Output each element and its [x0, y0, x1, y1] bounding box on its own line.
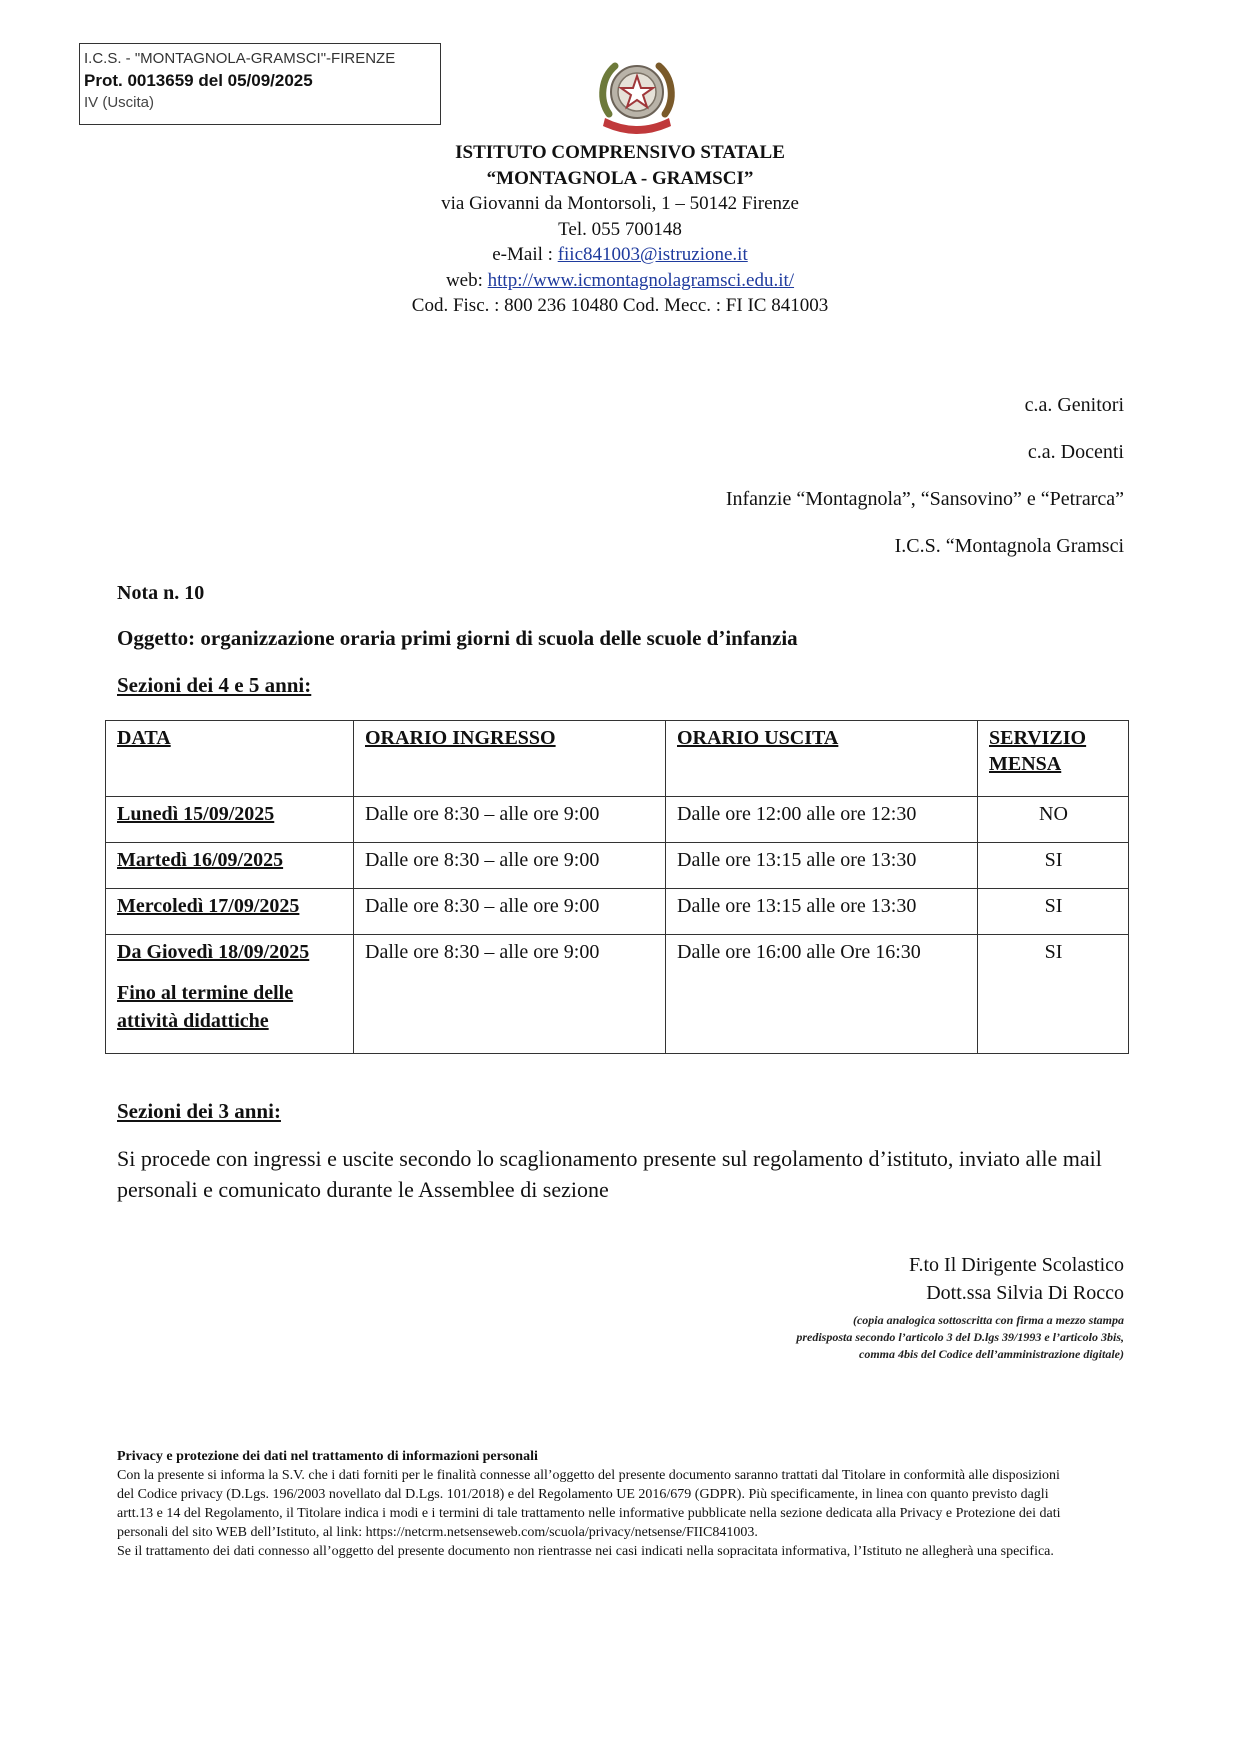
table-row	[106, 935, 1129, 1054]
cell-date-text: Da Giovedì 18/09/2025	[117, 941, 310, 963]
table-header-row	[106, 721, 1129, 797]
cell-ingresso: Dalle ore 8:30 – alle ore 9:00	[354, 843, 666, 889]
recipient-teachers: c.a. Docenti	[1027, 441, 1124, 463]
recipient-schools: Infanzie “Montagnola”, “Sansovino” e “Petrarca”	[725, 488, 1124, 510]
stamp-institution: I.C.S. - "MONTAGNOLA-GRAMSCI"-FIRENZE	[84, 50, 396, 67]
table-row	[106, 797, 1129, 843]
privacy-text: Con la presente si informa la S.V. che i dati forniti per le finalità connesse all’oggetto del presente documento saranno trattati dal Titolare in conformità alle disposizioni del Codice privacy (D.Lgs. 196/2003 novellato dal D.Lgs. 101/2018) e del Regolamento UE 2016/679 (GDPR). Più specificamente, in linea con quanto previsto dagli artt.13 e 14 del Regolamento, il Titolare indica i modi e i termini di tale trattamento nelle informative pubblicate nella sezione dedicata alla Privacy e Protezione dei dati personali del sito WEB dell’Istituto, al link: https://netcrm.netsenseweb.com/scuola/privacy/netsense/FIIC841003.	[117, 1468, 1061, 1540]
email-link[interactable]: fiic841003@istruzione.it	[557, 244, 748, 265]
letterhead	[320, 140, 920, 319]
cell-date	[106, 935, 354, 1054]
cell-uscita: Dalle ore 13:15 alle ore 13:30	[666, 843, 978, 889]
schedule-table	[105, 720, 1129, 1054]
cell-uscita: Dalle ore 12:00 alle ore 12:30	[666, 797, 978, 843]
table-row	[106, 843, 1129, 889]
header-data: DATA	[106, 721, 354, 797]
signature-block	[909, 1251, 1124, 1307]
cell-uscita: Dalle ore 13:15 alle ore 13:30	[666, 889, 978, 935]
section-3-text: Si procede con ingressi e uscite secondo lo scaglionamento presente sul regolamento d’istituto, inviato alle mail personali e comunicato durante le Assemblee di sezione	[117, 1146, 1102, 1202]
signature-role: F.to Il Dirigente Scolastico	[908, 1254, 1124, 1276]
school-phone: Tel. 055 700148	[558, 218, 682, 240]
cell-mensa: NO	[978, 797, 1129, 843]
school-email-line	[320, 242, 920, 268]
school-codes: Cod. Fisc. : 800 236 10480 Cod. Mecc. : FI IC 841003	[411, 295, 829, 316]
header-servizio-mensa: SERVIZIO MENSA	[978, 721, 1129, 797]
cell-mensa: SI	[978, 843, 1129, 889]
cell-uscita: Dalle ore 16:00 alle Ore 16:30	[666, 935, 978, 1054]
table-row	[106, 889, 1129, 935]
signature-note	[796, 1312, 1124, 1363]
web-link[interactable]: http://www.icmontagnolagramsci.edu.it/	[487, 269, 795, 291]
privacy-title: Privacy e protezione dei dati nel trattamento di informazioni personali	[117, 1449, 538, 1464]
protocol-stamp	[79, 43, 441, 125]
school-web-line	[320, 268, 920, 294]
cell-ingresso: Dalle ore 8:30 – alle ore 9:00	[354, 935, 666, 1054]
privacy-text-extra: Se il trattamento dei dati connesso all’oggetto del presente documento non rientrasse nei casi indicati nella sopracitata informativa, l’Istituto ne allegherà una specifica.	[117, 1544, 1054, 1559]
cell-ingresso: Dalle ore 8:30 – alle ore 9:00	[354, 889, 666, 935]
signature-name: Dott.ssa Silvia Di Rocco	[926, 1282, 1124, 1304]
stamp-protocol-number: Prot. 0013659 del 05/09/2025	[84, 71, 313, 90]
cell-ingresso: Dalle ore 8:30 – alle ore 9:00	[354, 797, 666, 843]
section-4-5-heading: Sezioni dei 4 e 5 anni:	[117, 673, 312, 697]
cell-mensa: SI	[978, 889, 1129, 935]
cell-date: Mercoledì 17/09/2025	[106, 889, 354, 935]
school-name: ISTITUTO COMPRENSIVO STATALE	[455, 142, 785, 163]
cell-date: Martedì 16/09/2025	[106, 843, 354, 889]
header-orario-ingresso: ORARIO INGRESSO	[354, 721, 666, 797]
cell-date-extra: Fino al termine delle attività didattiche	[117, 982, 294, 1032]
signature-note-line: (copia analogica sottoscritta con firma a mezzo stampa	[852, 1313, 1124, 1327]
web-label: web:	[445, 269, 488, 291]
school-address: via Giovanni da Montorsoli, 1 – 50142 Firenze	[441, 193, 799, 214]
italian-republic-emblem-icon	[595, 52, 679, 142]
recipient-parents: c.a. Genitori	[1024, 394, 1124, 416]
section-3-heading: Sezioni dei 3 anni:	[117, 1099, 281, 1123]
subject-line: Oggetto: organizzazione oraria primi giorni di scuola delle scuole d’infanzia	[117, 626, 798, 650]
school-subname: “MONTAGNOLA - GRAMSCI”	[486, 167, 754, 189]
cell-mensa: SI	[978, 935, 1129, 1054]
signature-note-line: comma 4bis del Codice dell’amministrazione digitale)	[859, 1347, 1124, 1361]
email-label: e-Mail :	[492, 244, 558, 265]
note-number: Nota n. 10	[117, 582, 205, 604]
privacy-notice	[117, 1447, 1077, 1561]
header-orario-uscita: ORARIO USCITA	[666, 721, 978, 797]
cell-date: Lunedì 15/09/2025	[106, 797, 354, 843]
recipient-institute: I.C.S. “Montagnola Gramsci	[894, 535, 1124, 557]
stamp-direction: IV (Uscita)	[84, 94, 155, 111]
signature-note-line: predisposta secondo l’articolo 3 del D.lgs 39/1993 e l’articolo 3bis,	[796, 1330, 1124, 1344]
